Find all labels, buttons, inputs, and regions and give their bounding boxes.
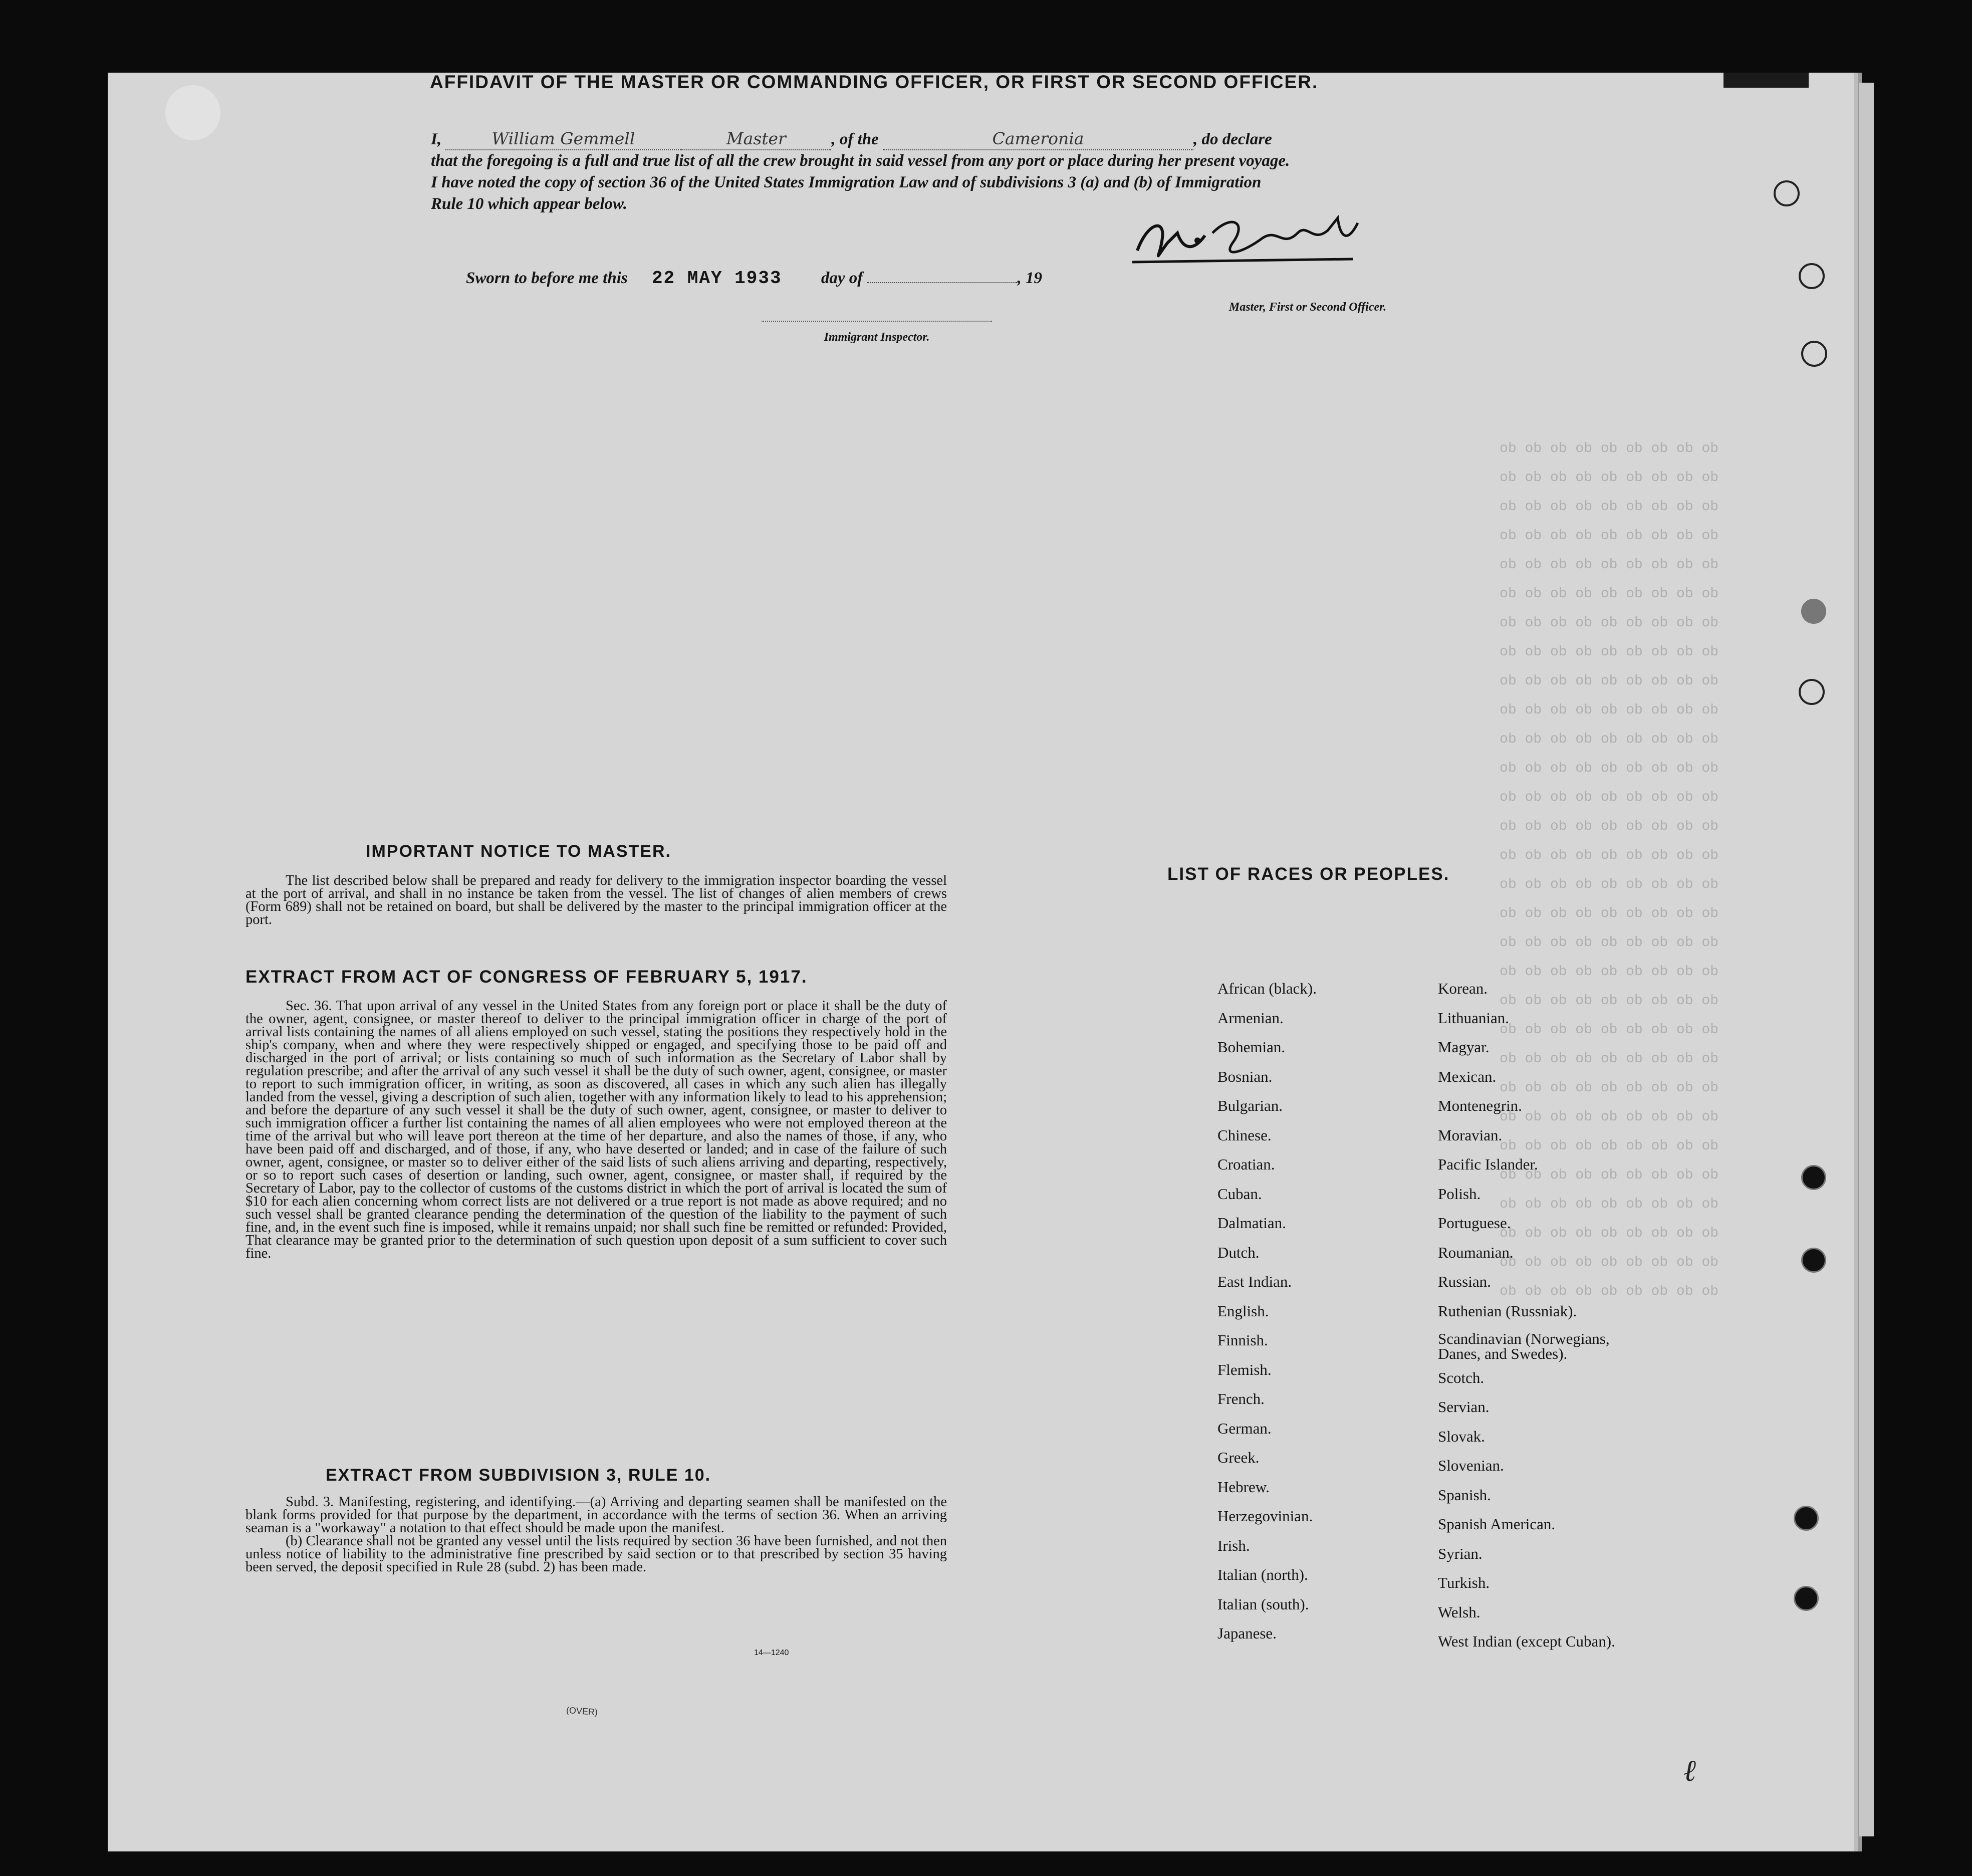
race-entry: Moravian. — [1438, 1126, 1503, 1144]
race-entry: Spanish American. — [1438, 1515, 1556, 1533]
race-entry: Chinese. — [1217, 1126, 1272, 1144]
declaration-line-1 — [431, 128, 1483, 150]
bleed-row: do do do do do do do do do — [1500, 848, 1718, 863]
signature-caption: Master, First or Second Officer. — [1228, 301, 1387, 314]
bleed-row: do do do do do do do do do — [1500, 935, 1718, 951]
bleed-row: do do do do do do do do do — [1500, 1167, 1718, 1183]
race-entry: Slovenian. — [1438, 1457, 1504, 1474]
race-entry: West Indian (except Cuban). — [1438, 1632, 1615, 1650]
date-stamp: 22 MAY 1933 — [651, 268, 782, 289]
race-entry: Korean. — [1438, 980, 1488, 997]
paper-stain — [165, 85, 220, 140]
sworn-prefix: Sworn to before me this — [466, 269, 628, 287]
race-entry: Servian. — [1438, 1398, 1490, 1416]
race-entry: Japanese. — [1217, 1624, 1277, 1642]
race-entry: Hebrew. — [1217, 1478, 1270, 1496]
race-entry: Croatian. — [1217, 1155, 1275, 1173]
race-entry: Welsh. — [1438, 1603, 1481, 1621]
binder-hole — [1801, 1248, 1826, 1273]
binder-hole — [1774, 180, 1800, 206]
bleed-row: do do do do do do do do do — [1500, 906, 1718, 921]
bleed-row: do do do do do do do do do — [1500, 470, 1718, 486]
race-entry: Syrian. — [1438, 1544, 1483, 1562]
bleed-row: do do do do do do do do do — [1500, 761, 1718, 776]
bleed-row: do do do do do do do do do — [1500, 1284, 1718, 1299]
race-entry: Montenegrin. — [1438, 1097, 1522, 1114]
extract-rule-title: EXTRACT FROM SUBDIVISION 3, RULE 10. — [326, 1466, 711, 1485]
binder-hole — [1801, 1165, 1826, 1190]
vessel-name: Cameronia — [883, 128, 1193, 150]
rule-subd-b: (b) Clearance shall not be granted any vessel until the lists required by section 36 have been furnished, and not then unless notice of liability to the administrative fine prescribed by said section or to that prescribed by section 35 having been served, the deposit specified in Rule 28 (subd. 2) has been made. — [245, 1533, 947, 1575]
sworn-day-of: day of — [821, 269, 863, 287]
bleed-row: do do do do do do do do do — [1500, 1226, 1718, 1241]
officer-name: William Gemmell — [445, 128, 681, 150]
race-entry: Bulgarian. — [1217, 1097, 1283, 1114]
bleed-row: do do do do do do do do do — [1500, 819, 1718, 834]
race-entry: Dutch. — [1217, 1243, 1260, 1261]
race-entry: Mexican. — [1438, 1067, 1497, 1085]
race-entry: Slovak. — [1438, 1427, 1485, 1445]
margin-mark: ℓ — [1683, 1754, 1696, 1787]
bleed-row: do do do do do do do do do — [1500, 702, 1718, 718]
sheet-edge — [1859, 83, 1874, 1836]
race-entry: Magyar. — [1438, 1038, 1490, 1056]
rule-subd-a: Subd. 3. Manifesting, registering, and identifying.—(a) Arriving and departing seamen shall be manifested on the blank forms provided for that purpose by the department, in accordance with the terms of section 36. When an arriving seaman is a "workaway" a notation to that effect should be made upon the manifest. — [245, 1494, 947, 1536]
race-entry: Turkish. — [1438, 1574, 1490, 1591]
race-entry: Greek. — [1217, 1449, 1260, 1466]
extract-act-text: Sec. 36. That upon arrival of any vessel in the United States from any foreign port or place it shall be the duty of the owner, agent, consignee, or master thereof to deliver to the principal immigration officer in charge of the port of arrival lists containing the names of all aliens employed on such vessel, stating the positions they respectively hold in the ship's company, when and where they were respectively shipped or engaged, and specifying those to be paid off and discharged in the port of arrival; or lists containing so much of such information as the Secretary of Labor shall by regulation prescribe; and after the arrival of any such vessel it shall be the duty of such owner, agent, consignee, or master to report to such immigration officer, in writing, as soon as discovered, all cases in which any such alien has illegally landed from the vessel, giving a description of such alien, together with any information likely to lead to his apprehension; and before the departure of any such vessel it shall be the duty of such owner, agent, consignee, or master to deliver to such immigration officer a further list containing the names of all alien employees who were not employed thereon at the time of the arrival but who will leave port thereon at the time of her departure, and also the names of those, if any, who have been paid off and discharged, and of those, if any, who have deserted or landed; and in case of the failure of such owner, agent, consignee, or master so to deliver either of the said lists of such aliens arriving and departing, respectively, or so to report such cases of desertion or landing, such owner, agent, consignee, or master shall, if required by the Secretary of Labor, pay to the collector of customs of the customs district in which the port of arrival is located the sum of $10 for each alien concerning whom correct lists are not delivered or a true report is not made as above required; and no such vessel shall be granted clearance pending the determination of the question of the liability to the payment of such fine, and, in the event such fine is imposed, while it remains unpaid; nor shall such fine be remitted or refunded: Provided, That clearance may be granted prior to the determination of such question upon deposit of a sum sufficient to cover such fine. — [245, 998, 947, 1261]
binder-hole — [1794, 1586, 1819, 1611]
bleed-row: do do do do do do do do do — [1500, 557, 1718, 573]
race-entry: East Indian. — [1217, 1273, 1292, 1290]
bleed-row: do do do do do do do do do — [1500, 1138, 1718, 1154]
declaration-line-2: that the foregoing is a full and true list of all the crew brought in said vessel from any port or place during her present voyage. — [431, 152, 1290, 170]
race-entry: German. — [1217, 1419, 1272, 1437]
notice-text: The list described below shall be prepared and ready for delivery to the immigration inspector boarding the vessel at the port of arrival, and shall in no instance be taken from the vessel. The list of changes of alien members of crews (Form 689) shall not be retained on board, but shall be delivered by the master to the principal immigration officer at the port. — [245, 873, 947, 927]
race-entry: African (black). — [1217, 980, 1317, 997]
extract-act-title: EXTRACT FROM ACT OF CONGRESS OF FEBRUARY 5, 1917. — [245, 967, 808, 987]
race-entry: Bohemian. — [1217, 1038, 1286, 1056]
extract-rule-text — [245, 1496, 947, 1574]
race-entry: Ruthenian (Russniak). — [1438, 1302, 1577, 1320]
binder-hole — [1801, 599, 1826, 624]
corner-tab — [1723, 73, 1809, 88]
bleed-row: do do do do do do do do do — [1500, 964, 1718, 980]
race-entry: Scandinavian (Norwegians, Danes, and Swedes). — [1438, 1330, 1610, 1362]
footer-mark: (OVER) — [566, 1705, 598, 1718]
binder-hole — [1801, 341, 1827, 367]
race-entry: Portuguese. — [1438, 1214, 1511, 1232]
race-entry: English. — [1217, 1302, 1269, 1320]
race-entry: French. — [1217, 1390, 1265, 1408]
bleed-row: do do do do do do do do do — [1500, 441, 1718, 456]
bleed-row: do do do do do do do do do — [1500, 1255, 1718, 1270]
race-entry: Scotch. — [1438, 1368, 1485, 1386]
bleed-row: do do do do do do do do do — [1500, 644, 1718, 660]
binder-hole — [1794, 1506, 1819, 1531]
race-entry: Irish. — [1217, 1536, 1250, 1554]
bleed-row: do do do do do do do do do — [1500, 993, 1718, 1009]
officer-rank: Master — [681, 128, 831, 150]
form-number: 14—1240 — [754, 1649, 789, 1657]
race-entry: Italian (north). — [1217, 1566, 1308, 1583]
race-entry: Italian (south). — [1217, 1595, 1309, 1613]
bleed-row: do do do do do do do do do — [1500, 1051, 1718, 1067]
declaration-line-3: I have noted the copy of section 36 of the United States Immigration Law and of subdivisions 3 (a) and (b) of Immigration — [431, 173, 1262, 191]
race-entry: Lithuanian. — [1438, 1009, 1510, 1027]
race-entry: Russian. — [1438, 1273, 1491, 1290]
do-declare-text: , do declare — [1193, 130, 1272, 148]
declaration-text — [431, 128, 1483, 215]
binder-hole — [1799, 263, 1825, 289]
bleed-row: do do do do do do do do do — [1500, 877, 1718, 892]
bleed-row: do do do do do do do do do — [1500, 586, 1718, 602]
declaration-prefix: I, — [431, 130, 442, 148]
sworn-line — [466, 268, 1042, 289]
bleed-row: do do do do do do do do do — [1500, 732, 1718, 747]
bleed-row: do do do do do do do do do — [1500, 528, 1718, 544]
races-title: LIST OF RACES OR PEOPLES. — [1167, 864, 1450, 884]
affidavit-title: AFFIDAVIT OF THE MASTER OR COMMANDING OFFICER, OR FIRST OR SECOND OFFICER. — [430, 72, 1319, 92]
bleed-row: do do do do do do do do do — [1500, 673, 1718, 689]
bleed-row: do do do do do do do do do — [1500, 1022, 1718, 1038]
bleed-row: do do do do do do do do do — [1500, 1197, 1718, 1212]
bleed-row: do do do do do do do do do — [1500, 1080, 1718, 1096]
notice-title: IMPORTANT NOTICE TO MASTER. — [366, 842, 671, 861]
race-entry: Armenian. — [1217, 1009, 1284, 1027]
inspector-caption: Immigrant Inspector. — [762, 321, 992, 344]
declaration-line-4: Rule 10 which appear below. — [431, 195, 628, 213]
race-entry: Bosnian. — [1217, 1067, 1273, 1085]
race-entry: Pacific Islander. — [1438, 1155, 1538, 1173]
signature-image — [1117, 203, 1388, 278]
race-entry: Polish. — [1438, 1185, 1481, 1203]
sworn-month-blank — [867, 282, 1017, 283]
bleed-row: do do do do do do do do do — [1500, 790, 1718, 805]
race-entry: Flemish. — [1217, 1360, 1272, 1378]
race-entry: Dalmatian. — [1217, 1214, 1286, 1232]
binder-hole — [1799, 679, 1825, 705]
of-the-text: , of the — [831, 130, 879, 148]
race-entry: Roumanian. — [1438, 1243, 1514, 1261]
bleed-row: do do do do do do do do do — [1500, 1109, 1718, 1125]
race-entry: Cuban. — [1217, 1185, 1262, 1203]
race-entry: Finnish. — [1217, 1331, 1268, 1349]
race-entry: Spanish. — [1438, 1486, 1491, 1504]
bleed-row: do do do do do do do do do — [1500, 615, 1718, 631]
sworn-year: , 19 — [1017, 269, 1042, 287]
race-entry: Herzegovinian. — [1217, 1507, 1313, 1525]
bleed-row: do do do do do do do do do — [1500, 499, 1718, 515]
